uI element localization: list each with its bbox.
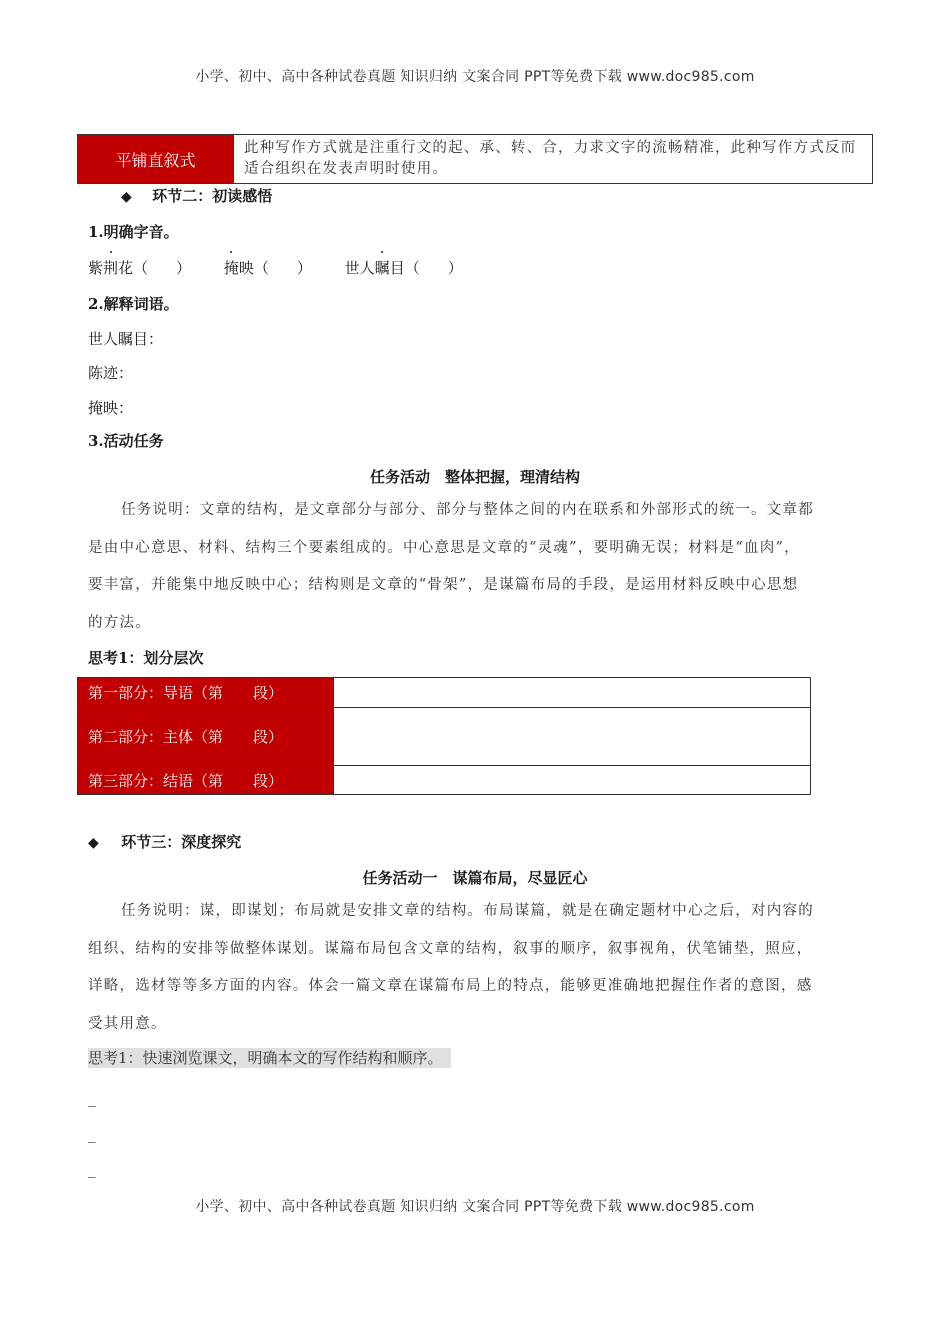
task-description bbox=[88, 492, 878, 642]
section2-title: 环节二：初读感悟 bbox=[152, 187, 273, 205]
task-description-2 bbox=[88, 893, 878, 1043]
method-description: 此种写作方式就是注重行文的起、承、转、合，力求文字的流畅精准，此种写作方式反而适合组织在发表声明时使用。 bbox=[234, 135, 873, 184]
method-table bbox=[77, 134, 873, 184]
diamond-bullet-icon: ◆ bbox=[121, 189, 132, 205]
term-3: 掩映： bbox=[88, 399, 134, 417]
desc-line: 受其用意。 bbox=[88, 1015, 167, 1032]
think1-question: 思考1：快速浏览课文，明确本文的写作结构和顺序。 bbox=[88, 1048, 451, 1068]
part-1-label: 第一部分：导语（第 段） bbox=[78, 678, 334, 708]
parts-table bbox=[77, 677, 811, 795]
method-label: 平铺直叙式 bbox=[78, 135, 234, 184]
part-3-answer[interactable] bbox=[334, 766, 811, 795]
desc-line: 任务说明：谋，即谋划；布局就是安排文章的结构。布局谋篇，就是在确定题材中心之后，对内容的 bbox=[121, 903, 814, 919]
diamond-bullet-icon: ◆ bbox=[88, 835, 99, 851]
section3-heading bbox=[88, 832, 241, 853]
q3-title: 3.活动任务 bbox=[88, 432, 164, 450]
part-3-label: 第三部分：结语（第 段） bbox=[78, 766, 334, 795]
part-2-answer[interactable] bbox=[334, 708, 811, 766]
answer-line-1[interactable]: _ bbox=[88, 1089, 96, 1107]
q1-title: 1.明确字音。 bbox=[88, 223, 179, 241]
desc-line: 详略，选材等等多方面的内容。体会一篇文章在谋篇布局上的特点，能够更准确地把握住作者的意图，感 bbox=[88, 978, 813, 994]
activity-title: 任务活动 整体把握，理清结构 bbox=[369, 468, 580, 486]
desc-line: 任务说明：文章的结构，是文章部分与部分、部分与整体之间的内在联系和外部形式的统一。文章都 bbox=[121, 502, 814, 518]
desc-line: 的方法。 bbox=[88, 614, 151, 631]
activity1-title: 任务活动一 谋篇布局，尽显匠心 bbox=[362, 869, 588, 887]
pronunciation-row bbox=[88, 258, 463, 278]
desc-line: 是由中心意思、材料、结构三个要素组成的。中心意思是文章的“灵魂”，要明确无误；材料是“血肉”， bbox=[88, 539, 800, 556]
page-header: 小学、初中、高中各种试卷真题 知识归纳 文案合同 PPT等免费下载 www.doc985.com bbox=[195, 69, 755, 85]
desc-line: 组织、结构的安排等做整体谋划。谋篇布局包含文章的结构，叙事的顺序，叙事视角，伏笔铺垫，照应， bbox=[88, 940, 813, 957]
section2-heading bbox=[121, 186, 272, 207]
term-1: 世人瞩目： bbox=[88, 330, 164, 348]
pron-item-1: 紫 荆花（ ） bbox=[88, 259, 196, 277]
answer-line-2[interactable]: _ bbox=[88, 1125, 96, 1143]
think1-title: 思考1：划分层次 bbox=[88, 649, 204, 667]
answer-line-3[interactable]: _ bbox=[88, 1160, 96, 1178]
pron-item-3: 世人 瞩目（ ） bbox=[345, 259, 463, 277]
desc-line: 要丰富，并能集中地反映中心；结构则是文章的“骨架”，是谋篇布局的手段，是运用材料反映中心思想 bbox=[88, 577, 799, 593]
page-footer: 小学、初中、高中各种试卷真题 知识归纳 文案合同 PPT等免费下载 www.doc985.com bbox=[195, 1199, 755, 1215]
pron-item-2: 掩映（ ） bbox=[224, 259, 317, 277]
part-1-answer[interactable] bbox=[334, 678, 811, 708]
q2-title: 2.解释词语。 bbox=[88, 295, 179, 313]
section3-title: 环节三：深度探究 bbox=[121, 833, 242, 851]
term-2: 陈迹： bbox=[88, 364, 134, 382]
part-2-label: 第二部分：主体（第 段） bbox=[78, 708, 334, 766]
